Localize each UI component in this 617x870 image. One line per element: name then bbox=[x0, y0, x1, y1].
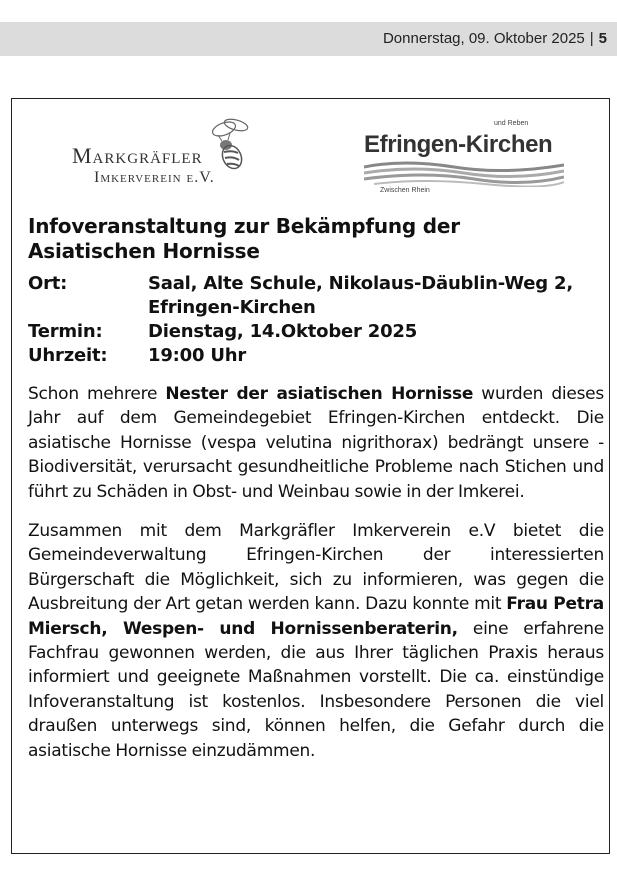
detail-label: Uhrzeit: bbox=[28, 345, 108, 366]
issue-date: Donnerstag, 09. Oktober 2025 bbox=[382, 30, 585, 47]
header-separator: | bbox=[589, 30, 594, 47]
efringen-kirchen-wordmark: Efringen-Kirchen bbox=[364, 131, 553, 158]
paragraph-text: Schon mehrere bbox=[28, 384, 166, 404]
wave-graphic bbox=[364, 159, 564, 187]
detail-value: 19:00 Uhr bbox=[148, 345, 247, 366]
announcement-box bbox=[11, 98, 610, 854]
paragraph-text: wurden dieses Jahr auf dem Gemeindegebiet Efringen-Kirchen entdeckt. Die asiatische Hornisse (vespa velutina nigrithorax) bedrängt unsere - Biodiversität, verursacht gesundheitliche Probleme nach Stichen und führt zu Schäden in Obst- und Weinbau sowie in der Imkerei. bbox=[28, 384, 604, 502]
markgraefler-wordmark: Markgräfler bbox=[72, 143, 203, 168]
detail-row-location bbox=[28, 272, 604, 320]
markgraefler-imkerverein-logo bbox=[72, 115, 272, 195]
paragraph-bold-text: Frau Petra Miersch, Wespen- und Hornissenberaterin, bbox=[28, 594, 604, 639]
bee-icon bbox=[202, 115, 272, 175]
detail-value: Dienstag, 14.Oktober 2025 bbox=[148, 321, 418, 342]
detail-row-date bbox=[28, 320, 604, 344]
paragraph-text: eine erfahrene Fachfrau gewonnen werden, die aus Ihrer täglichen Praxis heraus informiert und geeignete Maßnahmen vorstellt. Die ca. einstündige Infoveranstaltung ist kostenlos. Insbesondere Personen die viel draußen unterwegs sind, können helfen, die Gefahr durch die asiatische Hornisse einzudämmen. bbox=[28, 618, 604, 761]
detail-value: Saal, Alte Schule, Nikolaus-Däublin-Weg 2, Efringen-Kirchen bbox=[148, 273, 573, 318]
detail-label: Ort: bbox=[28, 273, 68, 294]
imkerverein-wordmark: Imkerverein e.V. bbox=[94, 169, 215, 186]
page-number: 5 bbox=[598, 30, 607, 47]
page-header bbox=[0, 22, 617, 56]
paragraph-2 bbox=[28, 519, 604, 763]
logo-tagline-top: und Reben bbox=[494, 120, 529, 127]
event-details bbox=[28, 272, 604, 368]
logo-row bbox=[12, 99, 609, 209]
paragraph-bold-text: Nester der asiatischen Hornisse bbox=[165, 384, 474, 404]
paragraph-1 bbox=[28, 382, 604, 504]
logo-tagline-bottom: Zwischen Rhein bbox=[380, 187, 430, 194]
detail-label: Termin: bbox=[28, 321, 103, 342]
article bbox=[28, 214, 604, 763]
paragraph-text: Zusammen mit dem Markgräfler Imkerverein e.V bietet die Gemeindeverwaltung Efringen-Kirchen der interessierten Bürgerschaft die Möglichkeit, sich zu informieren, was gegen die Ausbreitung der Art getan werden kann. Dazu konnte mit bbox=[28, 521, 604, 615]
header-text bbox=[383, 30, 607, 47]
article-title: Infoveranstaltung zur Bekämpfung der Asiatischen Hornisse bbox=[28, 214, 460, 263]
efringen-kirchen-logo bbox=[364, 117, 564, 197]
detail-row-time bbox=[28, 344, 604, 368]
